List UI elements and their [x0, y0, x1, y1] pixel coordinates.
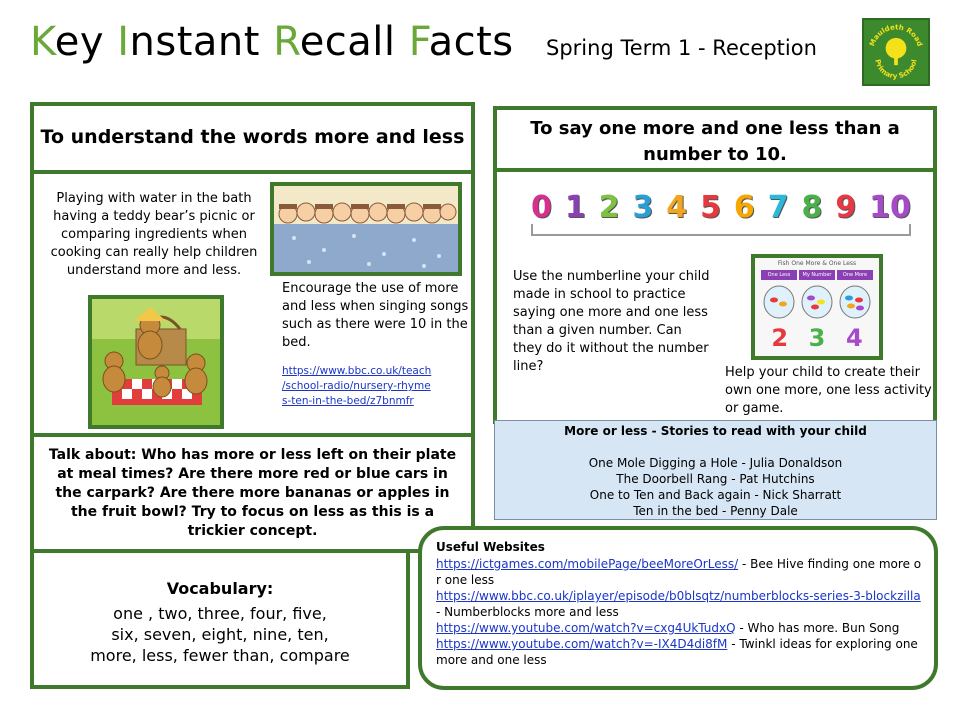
website-item-1 — [436, 556, 926, 588]
numberline-digit: 5 — [700, 190, 721, 225]
ictgames-link[interactable]: https://ictgames.com/mobilePage/beeMoreOrLess/ — [436, 557, 739, 571]
logo-text-bottom: Primary School — [873, 58, 919, 81]
more-less-content-box — [30, 170, 475, 437]
numberline-digit: 6 — [733, 190, 755, 225]
activity-col-2: My Number — [799, 270, 835, 280]
activity-col-1: One Less — [761, 270, 797, 280]
talk-about-box — [30, 433, 475, 553]
website-desc-2: - Numberblocks more and less — [436, 605, 619, 619]
title-part-8: acts — [428, 19, 514, 65]
one-more-content-box — [493, 168, 937, 424]
numberline-digit: 9 — [835, 190, 857, 225]
activity-number-2: 3 — [808, 324, 826, 352]
website-desc-4: - Twinkl ideas for exploring one more and one less — [436, 637, 918, 667]
activity-number-1: 2 — [771, 324, 789, 352]
page-title — [30, 18, 514, 66]
websites-heading: Useful Websites — [436, 540, 545, 554]
story-item: One to Ten and Back again - Nick Sharratt — [589, 488, 842, 502]
website-desc-1: - Bee Hive finding one more or one less — [436, 557, 922, 587]
title-part-7: F — [408, 19, 429, 65]
numberline-text: Use the numberline your child made in school to practice saying one more and one less than a given number. Can they do it without the number line? — [513, 269, 710, 374]
youtube-bun-song-link[interactable]: https://www.youtube.com/watch?v=cxg4UkTudxQ — [436, 621, 736, 635]
bbc-link-line-1[interactable]: https://www.bbc.co.uk/teach — [282, 365, 432, 377]
vocabulary-list — [34, 603, 406, 666]
numberline-digit: 2 — [598, 190, 620, 225]
story-item: Ten in the bed - Penny Dale — [633, 504, 798, 518]
water-bath-text: Playing with water in the bath having a teddy bear’s picnic or comparing ingredients when cooking can really help children understand more and less. — [50, 191, 258, 278]
title-part-2: ey — [54, 19, 118, 65]
title-part-6: ecall — [299, 19, 409, 65]
stories-box — [494, 420, 937, 520]
website-desc-3: - Who has more. Bun Song — [735, 621, 900, 635]
stories-list — [495, 455, 936, 519]
logo-text-top: Mauldeth Road — [867, 22, 925, 48]
numberline-digit: 1 — [564, 190, 586, 225]
numberline-digit: 3 — [632, 190, 654, 225]
school-logo — [862, 18, 930, 86]
bbc-numberblocks-link[interactable]: https://www.bbc.co.uk/iplayer/episode/b0blsqtz/numberblocks-series-3-blockzilla — [436, 589, 921, 603]
vocabulary-line-2: six, seven, eight, nine, ten, — [111, 625, 329, 644]
title-part-3: I — [117, 19, 130, 65]
bbc-link-line-3[interactable]: s-ten-in-the-bed/z7bnmfr — [282, 395, 414, 407]
numberline-digits — [531, 184, 911, 232]
one-more-heading: To say one more and one less than a number to 10. — [530, 118, 900, 165]
fish-activity-picture — [751, 254, 883, 360]
numberline-digit: 0 — [531, 190, 552, 225]
website-item-4 — [436, 636, 926, 668]
websites-list — [436, 556, 926, 668]
numberline-digit: 4 — [666, 190, 688, 225]
talk-about-text: Talk about: Who has more or less left on their plate at meal times? Are there more red or blue cars in the carpark? Are there more bananas or apples in the fruit bowl? Try to focus on less as this is a trickier concept. — [48, 447, 457, 539]
vocabulary-box — [30, 549, 410, 689]
bbc-link-line-2[interactable]: /school-radio/nursery-rhyme — [282, 380, 431, 392]
website-item-3 — [436, 620, 926, 636]
title-part-4: nstant — [129, 19, 274, 65]
title-part-5: R — [273, 19, 300, 65]
teddy-picnic-picture — [88, 295, 224, 429]
vocabulary-line-3: more, less, fewer than, compare — [90, 646, 350, 665]
activity-card-title: Fish One More & One Less — [777, 260, 857, 267]
websites-box — [418, 526, 938, 690]
more-less-heading: To understand the words more and less — [40, 126, 465, 148]
vocabulary-line-1: one , two, three, four, five, — [113, 604, 327, 623]
tree-logo-icon — [864, 20, 928, 84]
story-item: One Mole Digging a Hole - Julia Donaldson — [588, 456, 843, 470]
activity-text: Help your child to create their own one more, one less activity or game. — [725, 365, 932, 416]
numberline-digit: 10 — [869, 190, 911, 225]
one-more-heading-box — [493, 106, 937, 172]
numberline-picture — [531, 184, 911, 246]
numberline-digit: 8 — [801, 190, 823, 225]
story-item: The Doorbell Rang - Pat Hutchins — [616, 472, 815, 486]
encourage-text: Encourage the use of more and less when singing songs such as there were 10 in the bed. — [282, 281, 469, 350]
more-less-heading-box — [30, 102, 475, 174]
activity-col-3: One More — [837, 270, 873, 280]
stories-heading: More or less - Stories to read with your child — [564, 424, 867, 438]
numberline-digit: 7 — [767, 190, 789, 225]
title-part-1: K — [30, 19, 55, 65]
bbc-ten-in-bed-link[interactable] — [282, 364, 472, 409]
website-item-2 — [436, 588, 926, 620]
activity-number-3: 4 — [845, 324, 863, 352]
vocabulary-heading: Vocabulary: — [166, 579, 274, 598]
youtube-twinkl-link[interactable]: https://www.youtube.com/watch?v=-IX4D4di8fM — [436, 637, 728, 651]
ten-in-bed-picture — [270, 182, 462, 276]
page-subtitle: Spring Term 1 - Reception — [546, 36, 817, 60]
fish-bowls-icon — [761, 282, 873, 322]
